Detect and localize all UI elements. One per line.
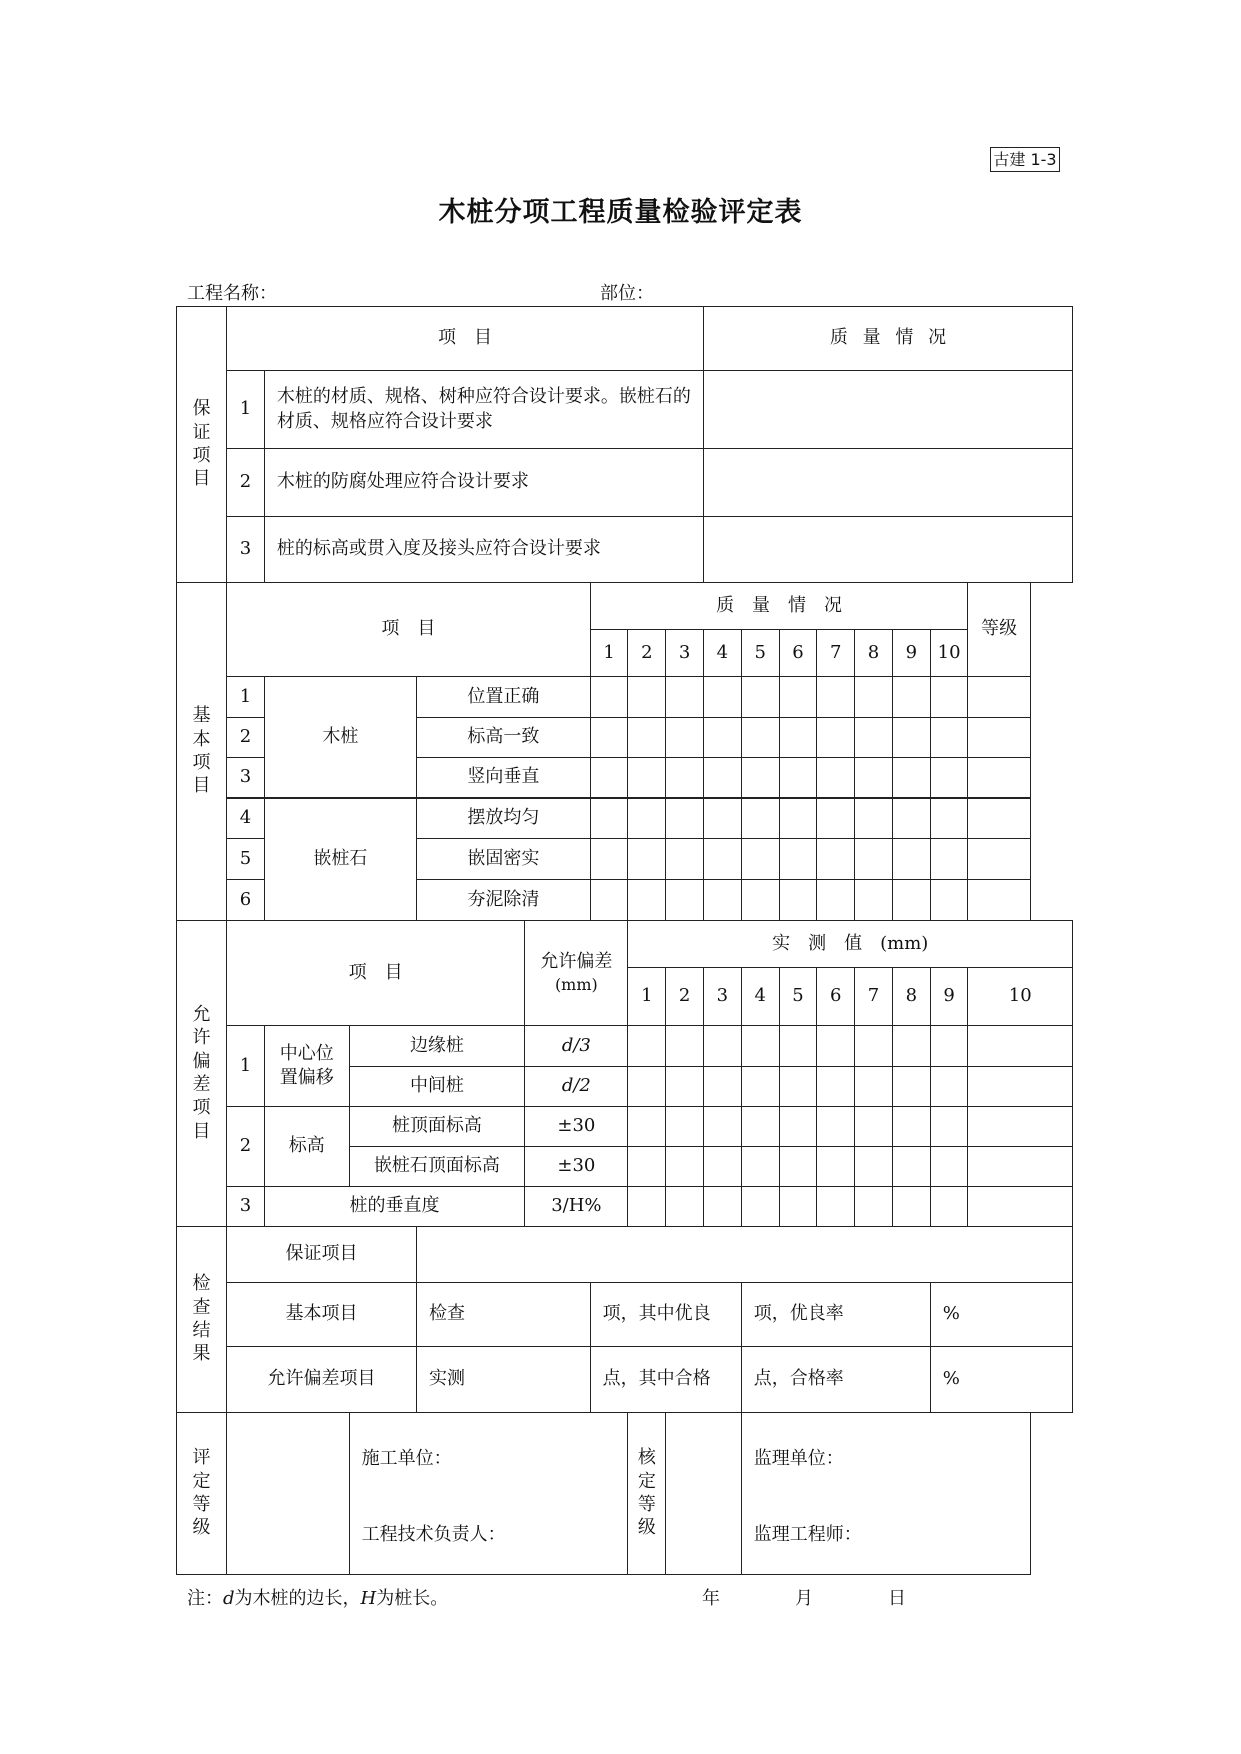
basic-check-cell[interactable] <box>704 839 742 880</box>
tech-lead-label: 工程技术负责人： <box>361 1524 506 1546</box>
measure-cell[interactable] <box>968 1026 1073 1067</box>
quality-form-table <box>176 306 1073 1575</box>
check-row <box>177 1227 1073 1283</box>
tolerance-col-number: 7 <box>855 968 893 1026</box>
check-text: 项，其中优良 <box>590 1283 741 1347</box>
guarantee-row <box>177 517 1073 583</box>
basic-check-cell[interactable] <box>590 718 628 758</box>
basic-check-cell[interactable] <box>817 718 855 758</box>
tolerance-allow-value: d/2 <box>525 1067 628 1107</box>
construction-block <box>349 1413 628 1575</box>
basic-check-cell[interactable] <box>892 718 930 758</box>
measure-cell[interactable] <box>666 1026 704 1067</box>
tolerance-group-name: 中心位置偏移 <box>264 1026 349 1107</box>
tolerance-group-name: 标高 <box>264 1107 349 1187</box>
supervision-unit-label: 监理单位： <box>753 1448 844 1469</box>
measure-cell[interactable] <box>779 1107 817 1147</box>
footnote-end: 为桩长。 <box>376 1588 449 1609</box>
date-month-label: 月 <box>795 1588 813 1609</box>
tolerance-col-number: 6 <box>817 968 855 1026</box>
supervision-block <box>741 1413 1030 1575</box>
measure-cell[interactable] <box>704 1187 742 1227</box>
basic-row <box>177 798 1073 839</box>
basic-check-cell[interactable] <box>628 798 666 839</box>
tolerance-section-label: 允许偏差项目 <box>177 921 227 1227</box>
measure-cell[interactable] <box>666 1187 704 1227</box>
measure-cell[interactable] <box>704 1026 742 1067</box>
basic-col-number: 6 <box>779 630 817 677</box>
basic-check-cell[interactable] <box>741 880 779 921</box>
measure-cell[interactable] <box>741 1187 779 1227</box>
basic-check-cell[interactable] <box>779 677 817 718</box>
measure-cell[interactable] <box>855 1147 893 1187</box>
measure-cell[interactable] <box>817 1107 855 1147</box>
guarantee-no: 2 <box>227 449 265 517</box>
guarantee-text: 木桩的材质、规格、树种应符合设计要求。嵌桩石的材质、规格应符合设计要求 <box>264 371 703 449</box>
tolerance-header-measured: 实 测 值 (mm) <box>628 921 1073 968</box>
basic-check-cell[interactable] <box>930 839 968 880</box>
basic-check-cell[interactable] <box>628 677 666 718</box>
measure-cell[interactable] <box>968 1107 1073 1147</box>
verify-section-label: 核定等级 <box>628 1413 666 1575</box>
date-day-label: 日 <box>888 1588 906 1609</box>
basic-col-number: 10 <box>930 630 968 677</box>
basic-check-cell[interactable] <box>590 839 628 880</box>
basic-grade-cell[interactable] <box>968 839 1030 880</box>
measure-cell[interactable] <box>741 1107 779 1147</box>
measure-cell[interactable] <box>892 1067 930 1107</box>
basic-check-cell[interactable] <box>817 839 855 880</box>
basic-col-number: 7 <box>817 630 855 677</box>
basic-check-cell[interactable] <box>704 880 742 921</box>
evaluation-grade-cell[interactable] <box>227 1413 350 1575</box>
basic-grade-cell[interactable] <box>968 758 1030 798</box>
tolerance-row-label: 边缘桩 <box>349 1026 525 1067</box>
tolerance-allow-value: d/3 <box>525 1026 628 1067</box>
basic-col-number: 1 <box>590 630 628 677</box>
basic-header-quality: 质 量 情 况 <box>590 583 968 630</box>
tolerance-row <box>177 1107 1073 1147</box>
form-code: 古建 1-3 <box>990 147 1060 172</box>
check-label: 允许偏差项目 <box>227 1347 417 1413</box>
page-title: 木桩分项工程质量检验评定表 <box>438 197 803 228</box>
check-text: 检查 <box>417 1283 591 1347</box>
measure-cell[interactable] <box>666 1107 704 1147</box>
tolerance-row-label: 嵌桩石顶面标高 <box>349 1147 525 1187</box>
tolerance-col-number: 2 <box>666 968 704 1026</box>
footnote-d: d <box>223 1588 235 1609</box>
supervision-engineer-label: 监理工程师： <box>753 1524 862 1546</box>
guarantee-text: 木桩的防腐处理应符合设计要求 <box>264 449 703 517</box>
measure-cell[interactable] <box>968 1187 1073 1227</box>
basic-check-cell[interactable] <box>590 798 628 839</box>
tolerance-header-allow-unit: (mm) <box>554 975 598 995</box>
measure-cell[interactable] <box>779 1147 817 1187</box>
basic-no: 5 <box>227 839 265 880</box>
basic-check-cell[interactable] <box>741 758 779 798</box>
basic-check-cell[interactable] <box>666 718 704 758</box>
tolerance-col-number: 5 <box>779 968 817 1026</box>
basic-grade-cell[interactable] <box>968 677 1030 718</box>
measure-cell[interactable] <box>628 1107 666 1147</box>
tolerance-col-number: 1 <box>628 968 666 1026</box>
measure-cell[interactable] <box>930 1147 968 1187</box>
measure-cell[interactable] <box>628 1067 666 1107</box>
tolerance-header-row <box>177 921 1073 968</box>
basic-col-number: 3 <box>666 630 704 677</box>
tolerance-header-allow-label: 允许偏差 <box>540 951 613 973</box>
measure-cell[interactable] <box>892 1026 930 1067</box>
measure-cell[interactable] <box>628 1147 666 1187</box>
guarantee-row <box>177 371 1073 449</box>
basic-col-number: 5 <box>741 630 779 677</box>
measure-cell[interactable] <box>741 1147 779 1187</box>
basic-check-cell[interactable] <box>666 758 704 798</box>
measure-cell[interactable] <box>968 1067 1073 1107</box>
basic-check-cell[interactable] <box>817 758 855 798</box>
measure-cell[interactable] <box>817 1147 855 1187</box>
date-year-label: 年 <box>702 1588 720 1609</box>
measure-cell[interactable] <box>892 1107 930 1147</box>
basic-row-label: 标高一致 <box>417 718 591 758</box>
tolerance-col-number: 3 <box>704 968 742 1026</box>
basic-check-cell[interactable] <box>741 798 779 839</box>
basic-check-cell[interactable] <box>779 880 817 921</box>
check-text: % <box>930 1347 1072 1413</box>
basic-check-cell[interactable] <box>817 798 855 839</box>
basic-check-cell[interactable] <box>741 718 779 758</box>
basic-check-cell[interactable] <box>666 839 704 880</box>
measure-cell[interactable] <box>817 1026 855 1067</box>
evaluation-section-label: 评定等级 <box>177 1413 227 1575</box>
measure-cell[interactable] <box>779 1067 817 1107</box>
check-text: 点，其中合格 <box>590 1347 741 1413</box>
check-row <box>177 1283 1073 1347</box>
tolerance-row-label: 桩的垂直度 <box>264 1187 524 1227</box>
tolerance-header-allow <box>525 921 628 1026</box>
basic-col-number: 9 <box>892 630 930 677</box>
basic-check-cell[interactable] <box>892 758 930 798</box>
check-text: % <box>930 1283 1072 1347</box>
basic-check-cell[interactable] <box>930 758 968 798</box>
basic-check-cell[interactable] <box>666 880 704 921</box>
measure-cell[interactable] <box>930 1187 968 1227</box>
basic-grade-cell[interactable] <box>968 798 1030 839</box>
basic-check-cell[interactable] <box>855 718 893 758</box>
measure-cell[interactable] <box>704 1147 742 1187</box>
basic-check-cell[interactable] <box>892 839 930 880</box>
measure-cell[interactable] <box>855 1187 893 1227</box>
basic-row-label: 嵌固密实 <box>417 839 591 880</box>
basic-no: 4 <box>227 798 265 839</box>
measure-cell[interactable] <box>892 1187 930 1227</box>
measure-cell[interactable] <box>628 1187 666 1227</box>
basic-check-cell[interactable] <box>930 880 968 921</box>
quality-form-sheet <box>176 306 1073 1575</box>
basic-col-number: 8 <box>855 630 893 677</box>
guarantee-text: 桩的标高或贯入度及接头应符合设计要求 <box>264 517 703 583</box>
basic-check-cell[interactable] <box>628 718 666 758</box>
measure-cell[interactable] <box>855 1107 893 1147</box>
guarantee-quality-cell[interactable] <box>704 517 1073 583</box>
basic-group-name: 木桩 <box>264 677 416 798</box>
basic-check-cell[interactable] <box>855 758 893 798</box>
basic-check-cell[interactable] <box>930 798 968 839</box>
tolerance-no: 3 <box>227 1187 265 1227</box>
measure-cell[interactable] <box>892 1147 930 1187</box>
basic-no: 3 <box>227 758 265 798</box>
measure-cell[interactable] <box>930 1026 968 1067</box>
check-value-cell[interactable] <box>417 1227 1073 1283</box>
basic-check-cell[interactable] <box>892 880 930 921</box>
guarantee-header-row <box>177 307 1073 371</box>
tolerance-col-number: 4 <box>741 968 779 1026</box>
basic-check-cell[interactable] <box>704 718 742 758</box>
basic-header-item: 项 目 <box>227 583 591 677</box>
basic-row <box>177 677 1073 718</box>
construction-unit-label: 施工单位： <box>361 1448 452 1469</box>
tolerance-col-number: 10 <box>968 968 1073 1026</box>
footnote-h: H <box>360 1588 377 1609</box>
check-label: 基本项目 <box>227 1283 417 1347</box>
tolerance-row <box>177 1026 1073 1067</box>
guarantee-header-item: 项 目 <box>227 307 704 371</box>
basic-check-cell[interactable] <box>741 677 779 718</box>
check-section-label: 检查结果 <box>177 1227 227 1413</box>
basic-check-cell[interactable] <box>779 758 817 798</box>
basic-check-cell[interactable] <box>590 758 628 798</box>
basic-check-cell[interactable] <box>930 677 968 718</box>
measure-cell[interactable] <box>741 1026 779 1067</box>
tolerance-header-item: 项 目 <box>227 921 525 1026</box>
basic-check-cell[interactable] <box>892 798 930 839</box>
measure-cell[interactable] <box>817 1187 855 1227</box>
measure-cell[interactable] <box>628 1026 666 1067</box>
basic-check-cell[interactable] <box>666 677 704 718</box>
tolerance-allow-value: ±30 <box>525 1107 628 1147</box>
basic-check-cell[interactable] <box>930 718 968 758</box>
basic-check-cell[interactable] <box>779 839 817 880</box>
verify-grade-cell[interactable] <box>666 1413 742 1575</box>
basic-header-row <box>177 583 1073 630</box>
tolerance-no: 1 <box>227 1026 265 1107</box>
basic-check-cell[interactable] <box>628 758 666 798</box>
tolerance-row-label: 桩顶面标高 <box>349 1107 525 1147</box>
measure-cell[interactable] <box>930 1067 968 1107</box>
basic-row-label: 竖向垂直 <box>417 758 591 798</box>
check-text: 点，合格率 <box>741 1347 930 1413</box>
measure-cell[interactable] <box>666 1067 704 1107</box>
measure-cell[interactable] <box>817 1067 855 1107</box>
tolerance-no: 2 <box>227 1107 265 1187</box>
guarantee-quality-cell[interactable] <box>704 371 1073 449</box>
basic-check-cell[interactable] <box>855 798 893 839</box>
measure-cell[interactable] <box>741 1067 779 1107</box>
basic-row-label: 夯泥除清 <box>417 880 591 921</box>
basic-row-label: 位置正确 <box>417 677 591 718</box>
basic-check-cell[interactable] <box>704 798 742 839</box>
guarantee-row <box>177 449 1073 517</box>
basic-group-name: 嵌桩石 <box>264 798 416 921</box>
basic-row-label: 摆放均匀 <box>417 798 591 839</box>
basic-check-cell[interactable] <box>817 880 855 921</box>
tolerance-allow-value: ±30 <box>525 1147 628 1187</box>
basic-section-label: 基本项目 <box>177 583 227 921</box>
tolerance-row-label: 中间桩 <box>349 1067 525 1107</box>
basic-check-cell[interactable] <box>666 798 704 839</box>
guarantee-header-quality: 质 量 情 况 <box>704 307 1073 371</box>
evaluation-row <box>177 1413 1073 1575</box>
footnote-prefix: 注： <box>187 1588 223 1609</box>
measure-cell[interactable] <box>930 1107 968 1147</box>
basic-check-cell[interactable] <box>892 677 930 718</box>
basic-check-cell[interactable] <box>779 718 817 758</box>
basic-col-number: 4 <box>704 630 742 677</box>
basic-grade-cell[interactable] <box>968 880 1030 921</box>
basic-check-cell[interactable] <box>590 880 628 921</box>
tolerance-row <box>177 1187 1073 1227</box>
footnote <box>187 1584 448 1610</box>
basic-check-cell[interactable] <box>628 839 666 880</box>
measure-cell[interactable] <box>779 1026 817 1067</box>
basic-check-cell[interactable] <box>628 880 666 921</box>
measure-cell[interactable] <box>855 1067 893 1107</box>
tolerance-col-number: 9 <box>930 968 968 1026</box>
check-row <box>177 1347 1073 1413</box>
guarantee-no: 3 <box>227 517 265 583</box>
basic-header-grade: 等级 <box>968 583 1030 677</box>
basic-check-cell[interactable] <box>590 677 628 718</box>
check-text: 实测 <box>417 1347 591 1413</box>
tolerance-col-number: 8 <box>892 968 930 1026</box>
basic-no: 2 <box>227 718 265 758</box>
basic-no: 1 <box>227 677 265 718</box>
project-name-label: 工程名称： <box>187 283 277 304</box>
measure-cell[interactable] <box>704 1107 742 1147</box>
measure-cell[interactable] <box>779 1187 817 1227</box>
basic-check-cell[interactable] <box>855 677 893 718</box>
measure-cell[interactable] <box>968 1147 1073 1187</box>
basic-check-cell[interactable] <box>704 758 742 798</box>
measure-cell[interactable] <box>855 1026 893 1067</box>
basic-check-cell[interactable] <box>741 839 779 880</box>
basic-check-cell[interactable] <box>855 839 893 880</box>
measure-cell[interactable] <box>704 1067 742 1107</box>
guarantee-no: 1 <box>227 371 265 449</box>
basic-check-cell[interactable] <box>704 677 742 718</box>
check-text: 项，优良率 <box>741 1283 930 1347</box>
guarantee-section-label: 保证项目 <box>177 307 227 583</box>
tolerance-allow-value: 3/H% <box>525 1187 628 1227</box>
basic-check-cell[interactable] <box>855 880 893 921</box>
basic-grade-cell[interactable] <box>968 718 1030 758</box>
check-label: 保证项目 <box>227 1227 417 1283</box>
guarantee-quality-cell[interactable] <box>704 449 1073 517</box>
basic-no: 6 <box>227 880 265 921</box>
basic-col-number: 2 <box>628 630 666 677</box>
basic-check-cell[interactable] <box>817 677 855 718</box>
footnote-mid: 为木桩的边长， <box>234 1588 361 1609</box>
measure-cell[interactable] <box>666 1147 704 1187</box>
basic-check-cell[interactable] <box>779 798 817 839</box>
position-label: 部位： <box>600 283 654 304</box>
